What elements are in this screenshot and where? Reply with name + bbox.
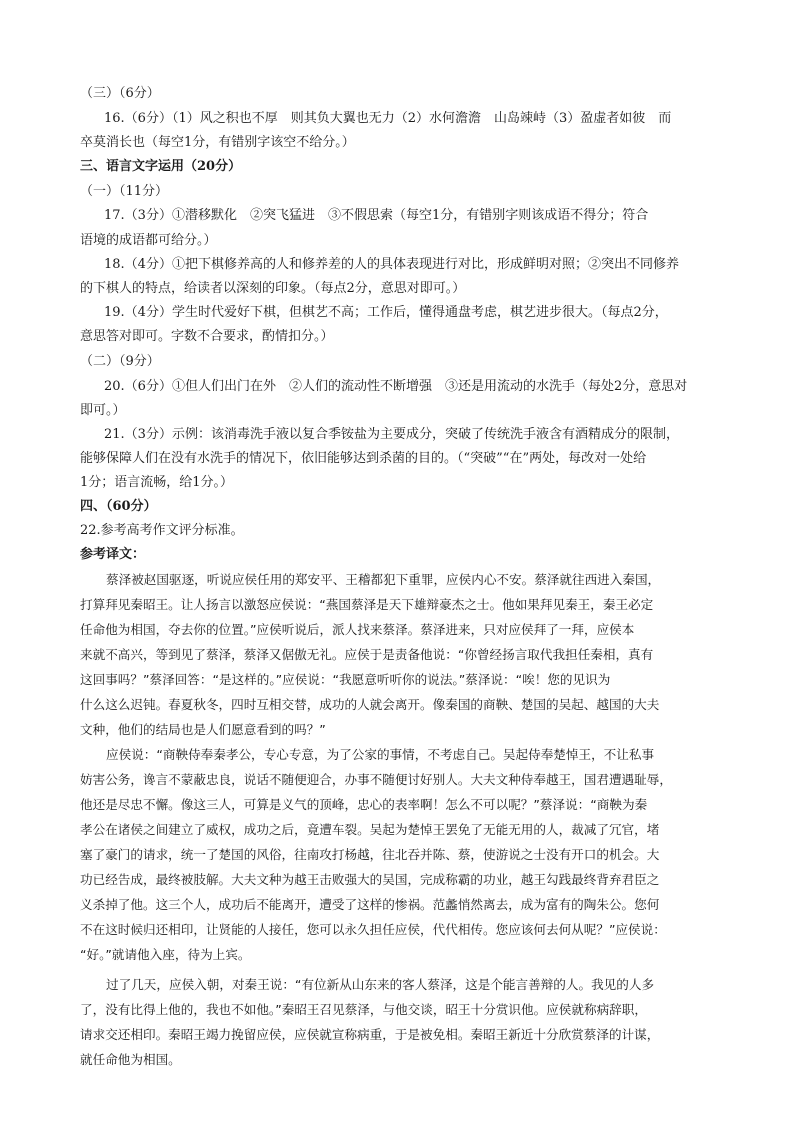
translation-line: 了，没有比得上他的，我也不如他。”秦昭王召见蔡泽，与他交谈，昭王十分赏识他。应侯就称病辞职， <box>80 1002 647 1017</box>
translation-heading: 参考译文： <box>80 547 146 562</box>
translation-line: 应侯说：“商鞅侍奉秦孝公，专心专意，为了公家的事情，不考虑自己。吴起侍奉楚悼王，不让私事 <box>106 747 655 762</box>
translation-line: 过了几天，应侯入朝，对秦王说：“有位新从山东来的客人蔡泽，这是个能言善辩的人。我见的人多 <box>106 977 655 992</box>
answer-16-cont: 卒莫消长也（每空1分，有错别字该空不给分。） <box>80 135 355 150</box>
answer-19-cont: 意思答对即可。字数不合要求，酌情扣分。） <box>80 329 334 344</box>
section-heading: （二）（9分） <box>80 354 160 369</box>
answer-18-cont: 的下棋人的特点，给读者以深刻的印象。（每点2分，意思对即可。） <box>80 281 466 296</box>
translation-line: “好。”就请他入座，待为上宾。 <box>80 947 251 962</box>
answer-17: 17.（3分）①潜移默化 ②突飞猛进 ③不假思索（每空1分，有错别字则该成语不得分；符合 <box>104 208 649 223</box>
translation-line: 请求交还相印。秦昭王竭力挽留应侯，应侯就宣称病重，于是被免相。秦昭王新近十分欣赏蔡泽的计谋， <box>80 1027 660 1042</box>
translation-line: 任命他为相国，夺去你的位置。”应侯听说后，派人找来蔡泽。蔡泽进来，只对应侯拜了一拜，应侯本 <box>80 622 635 637</box>
translation-line: 功已经告成，最终被肢解。大夫文种为越王击败强大的吴国，完成称霸的功业，越王勾践最终背弃君臣之 <box>80 872 660 887</box>
translation-line: 他还是尽忠不懈。像这三人，可算是义气的顶峰，忠心的表率啊！怎么不可以呢？”蔡泽说：“商鞅为秦 <box>80 797 648 812</box>
translation-line: 妨害公务，谗言不蒙蔽忠良，说话不随便迎合，办事不随便讨好别人。大夫文种侍奉越王，国君遭遇耻辱， <box>80 772 672 787</box>
answer-20: 20.（6分）①但人们出门在外 ②人们的流动性不断增强 ③还是用流动的水洗手（每处2分，意思对 <box>104 379 688 394</box>
translation-line: 打算拜见秦昭王。让人扬言以激怒应侯说：“燕国蔡泽是天下雄辩豪杰之士。他如果拜见秦王，秦王必定 <box>80 597 654 612</box>
translation-line: 来就不高兴，等到见了蔡泽，蔡泽又倨傲无礼。应侯于是责备他说：“你曾经扬言取代我担任秦相，真有 <box>80 647 654 662</box>
section-heading: 三、语言文字运用（20分） <box>80 159 242 174</box>
answer-21-cont: 能够保障人们在没有水洗手的情况下，依旧能够达到杀菌的目的。（“突破”“在”两处，每改对一处给 <box>80 451 647 466</box>
translation-line: 文种，他们的结局也是人们愿意看到的吗？” <box>80 722 326 737</box>
answer-21: 21.（3分）示例：该消毒洗手液以复合季铵盐为主要成分，突破了传统洗手液含有酒精成分的限制， <box>104 427 679 442</box>
answer-19: 19.（4分）学生时代爱好下棋，但棋艺不高；工作后，懂得通盘考虑，棋艺进步很大。（每点2分， <box>104 305 668 320</box>
section-heading: 四、（60分） <box>80 499 157 514</box>
translation-line: 塞了豪门的请求，统一了楚国的风俗，往南攻打杨越，往北吞并陈、蔡，使游说之士没有开口的机会。大 <box>80 847 660 862</box>
translation-line: 就任命他为相国。 <box>80 1052 181 1067</box>
section-heading: （三）（6分） <box>80 86 160 101</box>
answer-22: 22.参考高考作文评分标准。 <box>80 523 244 538</box>
translation-line: 蔡泽被赵国驱逐，听说应侯任用的郑安平、王稽都犯下重罪，应侯内心不安。蔡泽就往西进入秦国， <box>106 572 661 587</box>
translation-line: 什么这么迟钝。春夏秋冬，四时互相交替，成功的人就会离开。像秦国的商鞅、楚国的吴起、越国的大夫 <box>80 697 660 712</box>
answer-16: 16.（6分）（1）风之积也不厚 则其负大翼也无力（2）水何澹澹 山岛竦峙（3）盈虚者如彼 而 <box>104 111 672 126</box>
translation-line: 不在这时候归还相印，让贤能的人接任，您可以永久担任应侯，代代相传。您应该何去何从呢？”应侯说： <box>80 922 666 937</box>
section-heading: （一）（11分） <box>80 184 169 199</box>
translation-line: 这回事吗？”蔡泽回答：“是这样的。”应侯说：“我愿意听听你的说法。”蔡泽说：“唉！您的见识为 <box>80 672 611 687</box>
answer-20-cont: 即可。） <box>80 403 126 418</box>
answer-21-cont: 1分；语言流畅，给1分。） <box>80 475 234 490</box>
translation-line: 孝公在诸侯之间建立了威权，成功之后，竟遭车裂。吴起为楚悼王罢免了无能无用的人，裁减了冗官，堵 <box>80 822 660 837</box>
answer-18: 18.（4分）①把下棋修养高的人和修养差的人的具体表现进行对比，形成鲜明对照；②突出不同修养 <box>104 257 679 272</box>
translation-line: 义杀掉了他。这三个人，成功后不能离开，遭受了这样的惨祸。范蠡悄然离去，成为富有的陶朱公。您何 <box>80 897 660 912</box>
answer-17-cont: 语境的成语都可给分。） <box>80 233 217 248</box>
